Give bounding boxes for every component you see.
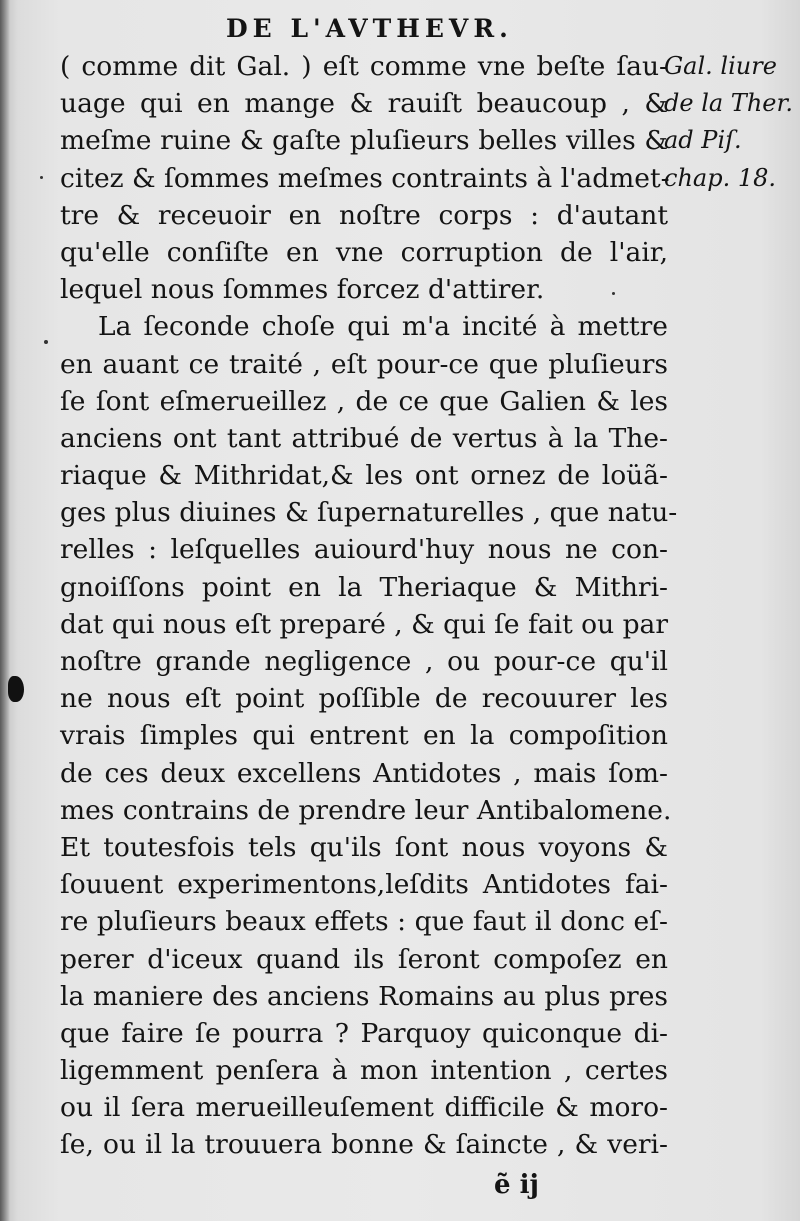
text-line: perer d'iceux quand ils ſeront compoſez en: [60, 943, 668, 975]
margin-note: [664, 48, 798, 197]
text-line: anciens ont tant attribué de vertus à la The-: [60, 422, 668, 454]
text-line: citez & ſommes meſmes contraints à l'admet-: [60, 162, 670, 194]
text-line: ſe ſont eſmerueillez , de ce que Galien & les: [60, 385, 668, 417]
text-line: re pluſieurs beaux effets : que faut il donc eſ-: [60, 906, 668, 938]
text-line: de ces deux excellens Antidotes , mais ſom-: [60, 757, 668, 789]
margin-note-line: ad Piſ.: [664, 126, 742, 155]
text-line: ſe, ou il la trouuera bonne & ſaincte , & veri-: [60, 1129, 668, 1161]
text-line: ne nous eſt point poſſible de recouurer les: [60, 683, 668, 715]
paragraph-start-line: La ſeconde choſe qui m'a incité à mettre: [98, 311, 668, 343]
gutter-shadow: [0, 0, 10, 1221]
text-line: qu'elle conſiſte en vne corruption de l'air,: [60, 236, 668, 268]
text-line: que faire ſe pourra ? Parquoy quiconque di-: [60, 1017, 668, 1049]
text-line: gnoiſſons point en la Theriaque & Mithri-: [60, 571, 668, 603]
ink-blot: [8, 676, 24, 702]
text-line: mes contrains de prendre leur Antibalomene.: [60, 794, 672, 826]
text-line: ou il ſera merueilleuſement difficile & moro-: [60, 1092, 668, 1124]
text-line: ges plus diuines & ſupernaturelles , que natu-: [60, 497, 678, 529]
text-line: tre & receuoir en noſtre corps : d'autant: [60, 199, 668, 231]
margin-note-line: de la Ther.: [664, 89, 793, 118]
text-line: uage qui en mange & rauiſt beaucoup , &: [60, 88, 668, 120]
text-line: en auant ce traité , eſt pour-ce que pluſieurs: [60, 348, 668, 380]
text-line: ligemment penſera à mon intention , certes: [60, 1055, 668, 1087]
text-line: riaque & Mithridat,& les ont ornez de loüã-: [60, 460, 668, 492]
text-line: la maniere des anciens Romains au plus pres: [60, 980, 668, 1012]
text-line: Et toutesfois tels qu'ils ſont nous voyons &: [60, 831, 668, 863]
running-head: DE L'AVTHEVR.: [226, 14, 513, 43]
text-line: dat qui nous eſt preparé , & qui ſe fait ou par: [60, 608, 669, 640]
speck: [40, 176, 43, 179]
speck: [44, 340, 48, 344]
margin-note-line: Gal. liure: [664, 52, 777, 80]
text-line: lequel nous ſommes forcez d'attirer.: [60, 274, 545, 306]
text-line: noſtre grande negligence , ou pour-ce qu'il: [60, 646, 668, 677]
text-line: relles : leſquelles auiourd'huy nous ne con-: [60, 534, 668, 566]
text-line: ſouuent experimentons,leſdits Antidotes fai-: [60, 869, 668, 901]
text-line: ( comme dit Gal. ) eſt comme vne beſte ſau-: [60, 51, 668, 82]
margin-note-line: chap. 18.: [664, 163, 776, 192]
text-line: vrais ſimples qui entrent en la compoſition: [60, 720, 668, 752]
text-line: meſme ruine & gaſte pluſieurs belles villes &: [60, 125, 668, 157]
signature-mark: ẽ ij: [494, 1170, 539, 1200]
body-text: [60, 48, 678, 1164]
